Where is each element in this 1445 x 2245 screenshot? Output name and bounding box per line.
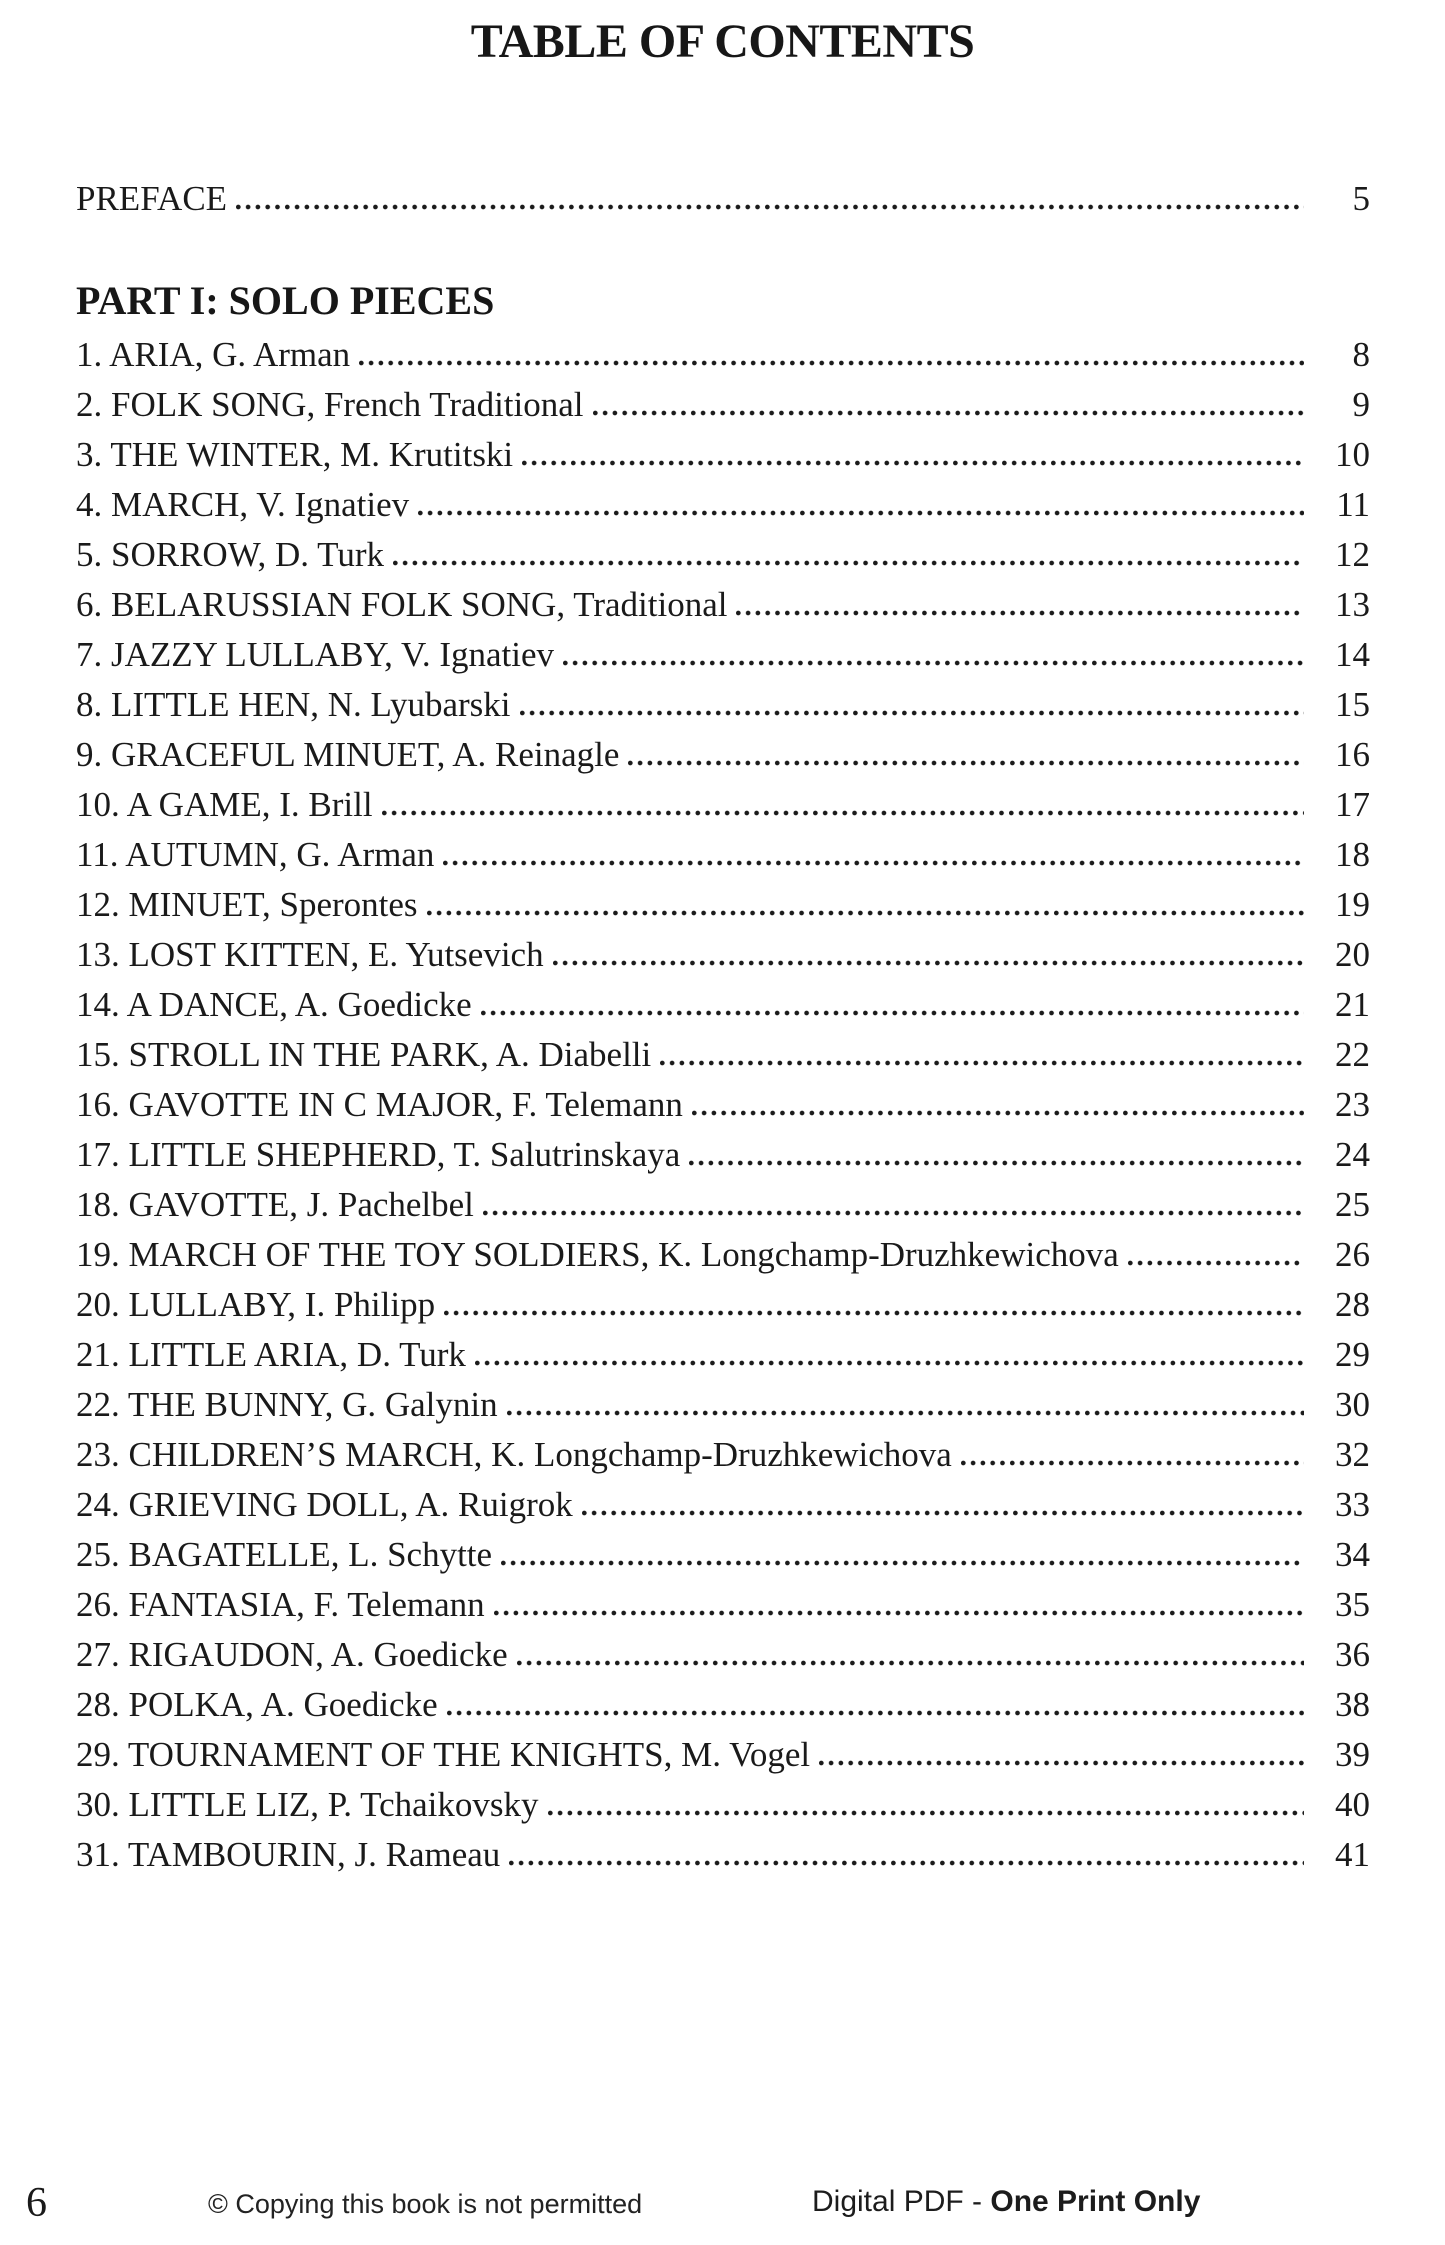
toc-entry-label: 16. GAVOTTE IN C MAJOR, F. Telemann (76, 1085, 683, 1124)
toc-entry (76, 1230, 1370, 1280)
toc-entry-page: 40 (1335, 1785, 1370, 1824)
toc-entry (76, 580, 1370, 630)
toc-entry-page: 11 (1336, 485, 1370, 524)
toc-entry-page: 19 (1335, 885, 1370, 924)
dot-leader (517, 1660, 1304, 1666)
toc-entry (76, 1030, 1370, 1080)
toc-entry (76, 980, 1370, 1030)
toc-entry-label: 28. POLKA, A. Goedicke (76, 1685, 438, 1724)
toc-entry (76, 1680, 1370, 1730)
toc-entry-label: 2. FOLK SONG, French Traditional (76, 385, 584, 424)
toc-entry-page: 32 (1335, 1435, 1370, 1474)
toc-entry-label: 11. AUTUMN, G. Arman (76, 835, 435, 874)
dot-leader (1128, 1260, 1304, 1266)
toc-entry-label: 7. JAZZY LULLABY, V. Ignatiev (76, 635, 554, 674)
dot-leader (444, 1310, 1304, 1316)
toc-entry-label: 20. LULLABY, I. Philipp (76, 1285, 436, 1324)
toc-entry-page: 38 (1335, 1685, 1370, 1724)
toc-entry-page: 17 (1335, 785, 1370, 824)
toc-entry (76, 1780, 1370, 1830)
toc-entry (76, 1430, 1370, 1480)
toc-entry-label: 22. THE BUNNY, G. Galynin (76, 1385, 498, 1424)
toc-entry (76, 1080, 1370, 1130)
digital-pdf-prefix: Digital PDF - (812, 2185, 991, 2218)
toc-entry-page: 36 (1335, 1635, 1370, 1674)
toc-entry (76, 430, 1370, 480)
toc-entry-page: 33 (1335, 1485, 1370, 1524)
toc-entry-page: 18 (1335, 835, 1370, 874)
table-of-contents (76, 174, 1370, 1880)
toc-entry-label: 26. FANTASIA, F. Telemann (76, 1585, 485, 1624)
toc-entry-page: 5 (1352, 179, 1370, 218)
dot-leader (418, 510, 1304, 516)
dot-leader (819, 1760, 1304, 1766)
toc-entry (76, 1580, 1370, 1630)
dot-leader (628, 760, 1304, 766)
toc-entry (76, 730, 1370, 780)
page-number: 6 (26, 2180, 47, 2226)
dot-leader (382, 810, 1304, 816)
toc-entry-page: 29 (1335, 1335, 1370, 1374)
toc-entry-label: PREFACE (76, 179, 228, 218)
dot-leader (593, 410, 1304, 416)
toc-entry-list (76, 330, 1370, 1880)
toc-entry-label: 30. LITTLE LIZ, P. Tchaikovsky (76, 1785, 539, 1824)
dot-leader (522, 460, 1304, 466)
page-title: TABLE OF CONTENTS (470, 15, 975, 68)
toc-entry-label: 4. MARCH, V. Ignatiev (76, 485, 410, 524)
toc-entry-label: 3. THE WINTER, M. Krutitski (76, 435, 514, 474)
toc-entry-label: 21. LITTLE ARIA, D. Turk (76, 1335, 466, 1374)
dot-leader (447, 1710, 1304, 1716)
toc-entry-label: 18. GAVOTTE, J. Pachelbel (76, 1185, 474, 1224)
dot-leader (481, 1010, 1304, 1016)
digital-pdf-bold: One Print Only (990, 2185, 1201, 2218)
dot-leader (582, 1510, 1304, 1516)
toc-entry (76, 1630, 1370, 1680)
toc-entry-page: 26 (1335, 1235, 1370, 1274)
toc-entry-label: 14. A DANCE, A. Goedicke (76, 985, 472, 1024)
toc-entry (76, 330, 1370, 380)
toc-entry-page: 39 (1335, 1735, 1370, 1774)
toc-entry-label: 29. TOURNAMENT OF THE KNIGHTS, M. Vogel (76, 1735, 811, 1774)
dot-leader (961, 1460, 1304, 1466)
toc-entry-label: 17. LITTLE SHEPHERD, T. Salutrinskaya (76, 1135, 681, 1174)
toc-entry (76, 1280, 1370, 1330)
toc-entry-label: 24. GRIEVING DOLL, A. Ruigrok (76, 1485, 573, 1524)
dot-leader (553, 960, 1304, 966)
dot-leader (736, 610, 1304, 616)
toc-entry-page: 25 (1335, 1185, 1370, 1224)
toc-entry (76, 830, 1370, 880)
dot-leader (475, 1360, 1304, 1366)
dot-leader (548, 1810, 1304, 1816)
toc-entry-page: 16 (1335, 735, 1370, 774)
toc-entry-label: 8. LITTLE HEN, N. Lyubarski (76, 685, 511, 724)
toc-entry (76, 1180, 1370, 1230)
part-heading: PART I: SOLO PIECES (76, 278, 495, 323)
dot-leader (689, 1160, 1304, 1166)
toc-entry-label: 1. ARIA, G. Arman (76, 335, 351, 374)
toc-entry-label: 23. CHILDREN’S MARCH, K. Longchamp-Druzhkewichova (76, 1435, 952, 1474)
toc-entry (76, 1830, 1370, 1880)
toc-entry-label: 5. SORROW, D. Turk (76, 535, 384, 574)
toc-entry-label: 25. BAGATELLE, L. Schytte (76, 1535, 493, 1574)
toc-entry-page: 34 (1335, 1535, 1370, 1574)
dot-leader (393, 560, 1304, 566)
toc-entry (76, 1380, 1370, 1430)
toc-entry-page: 23 (1335, 1085, 1370, 1124)
toc-entry-label: 19. MARCH OF THE TOY SOLDIERS, K. Longchamp-Druzhkewichova (76, 1235, 1119, 1274)
toc-entry (76, 930, 1370, 980)
toc-entry (76, 1730, 1370, 1780)
toc-entry-page: 41 (1335, 1835, 1370, 1874)
digital-pdf-notice (812, 2187, 1200, 2217)
toc-entry-label: 6. BELARUSSIAN FOLK SONG, Traditional (76, 585, 728, 624)
toc-entry (76, 680, 1370, 730)
toc-entry-label: 31. TAMBOURIN, J. Rameau (76, 1835, 501, 1874)
toc-entry-label: 10. A GAME, I. Brill (76, 785, 373, 824)
dot-leader (494, 1610, 1304, 1616)
dot-leader (427, 910, 1304, 916)
toc-entry-page: 8 (1352, 335, 1370, 374)
toc-entry-page: 22 (1335, 1035, 1370, 1074)
toc-entry (76, 480, 1370, 530)
copyright-notice: © Copying this book is not permitted (208, 2189, 643, 2219)
dot-leader (520, 710, 1305, 716)
toc-entry (76, 630, 1370, 680)
toc-entry-page: 21 (1335, 985, 1370, 1024)
toc-entry (76, 1330, 1370, 1380)
dot-leader (359, 360, 1304, 366)
dot-leader (236, 204, 1304, 210)
toc-entry-page: 13 (1335, 585, 1370, 624)
toc-entry-page: 15 (1335, 685, 1370, 724)
toc-entry (76, 380, 1370, 430)
dot-leader (443, 860, 1304, 866)
dot-leader (507, 1410, 1304, 1416)
toc-entry-label: 27. RIGAUDON, A. Goedicke (76, 1635, 508, 1674)
toc-entry-page: 9 (1352, 385, 1370, 424)
toc-entry-label: 9. GRACEFUL MINUET, A. Reinagle (76, 735, 620, 774)
toc-entry-page: 10 (1335, 435, 1370, 474)
toc-entry-page: 14 (1335, 635, 1370, 674)
toc-entry (76, 1130, 1370, 1180)
toc-entry (76, 1480, 1370, 1530)
toc-entry-page: 35 (1335, 1585, 1370, 1624)
toc-entry-label: 13. LOST KITTEN, E. Yutsevich (76, 935, 544, 974)
page-footer (0, 2182, 1445, 2242)
toc-entry-preface (76, 174, 1370, 224)
dot-leader (692, 1110, 1304, 1116)
toc-entry-page: 12 (1335, 535, 1370, 574)
toc-entry (76, 880, 1370, 930)
dot-leader (483, 1210, 1304, 1216)
dot-leader (509, 1860, 1304, 1866)
toc-entry-page: 30 (1335, 1385, 1370, 1424)
toc-entry (76, 1530, 1370, 1580)
toc-entry (76, 530, 1370, 580)
toc-entry-label: 15. STROLL IN THE PARK, A. Diabelli (76, 1035, 652, 1074)
toc-entry-label: 12. MINUET, Sperontes (76, 885, 418, 924)
toc-entry-page: 20 (1335, 935, 1370, 974)
dot-leader (660, 1060, 1304, 1066)
toc-entry-page: 28 (1335, 1285, 1370, 1324)
dot-leader (501, 1560, 1304, 1566)
toc-entry-page: 24 (1335, 1135, 1370, 1174)
toc-entry (76, 780, 1370, 830)
dot-leader (563, 660, 1304, 666)
